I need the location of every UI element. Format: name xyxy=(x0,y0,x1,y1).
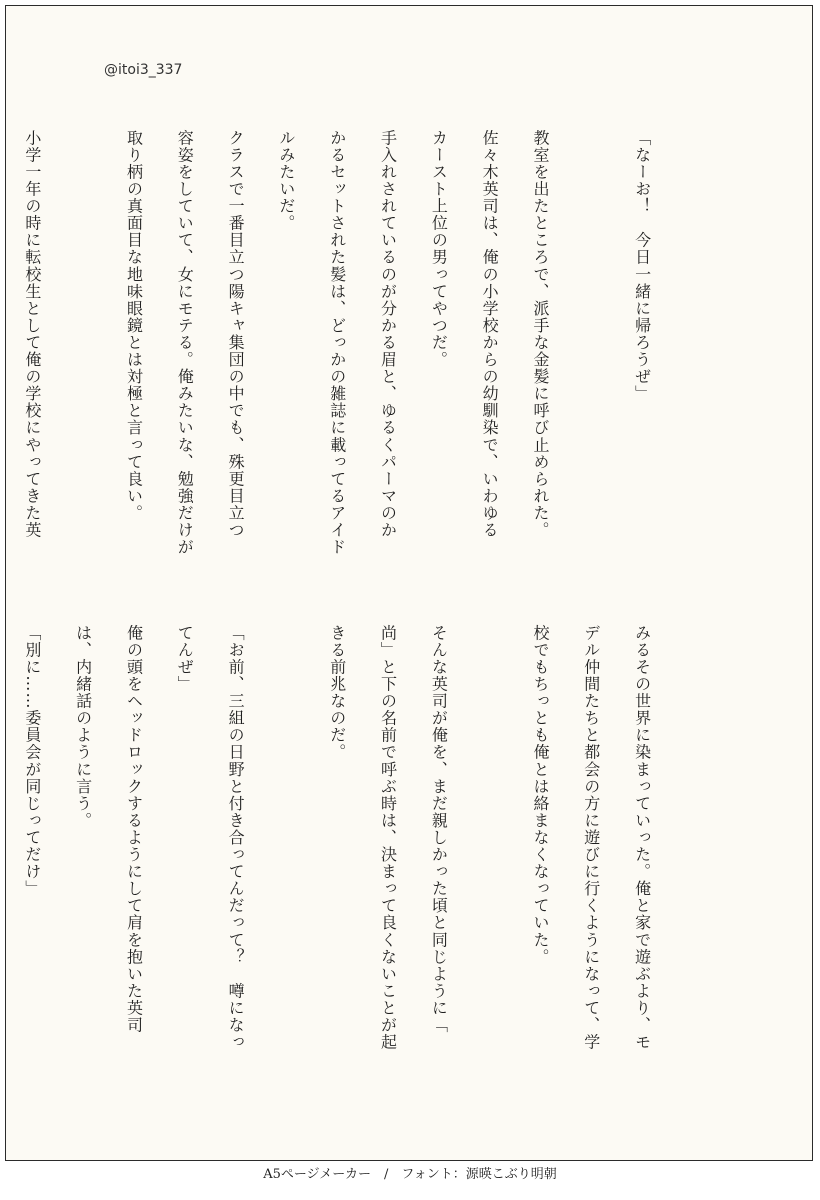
author-handle: @itoi3_337 xyxy=(104,62,183,78)
line: 「お前、三組の日野と付き合ってんだって？ 噂になっ xyxy=(226,624,246,1051)
line: デル仲間たちと都会の方に遊びに行くようになって、学 xyxy=(581,624,601,1051)
line: 手入れされているのが分かる眉と、ゆるくパーマのか xyxy=(378,129,398,539)
line: は、内緒話のように言う。 xyxy=(73,624,93,829)
line: クラスで一番目立つ陽キャ集団の中でも、殊更目立つ xyxy=(226,129,246,539)
line: 尚」と下の名前で呼ぶ時は、決まって良くないことが起 xyxy=(378,624,398,1051)
line: きる前兆なのだ。 xyxy=(327,624,347,761)
text-column-top xyxy=(0,117,680,597)
line: てんぜ」 xyxy=(175,624,195,693)
line: ルみたいだ。 xyxy=(276,129,296,232)
text-column-bottom xyxy=(0,612,680,1092)
line: みるその世界に染まっていった。俺と家で遊ぶより、モ xyxy=(632,624,652,1051)
line: 佐々木英司は、俺の小学校からの幼馴染で、いわゆる xyxy=(480,129,500,539)
line: 容姿をしていて、女にモテる。俺みたいな、勉強だけが xyxy=(175,129,195,556)
line: 「別に……委員会が同じってだけ」 xyxy=(22,624,42,898)
footer-credit: A5ページメーカー / フォント：源暎こぶり明朝 xyxy=(263,1167,557,1182)
line: かるセットされた髪は、どっかの雑誌に載ってるアイド xyxy=(327,129,347,556)
line: そんな英司が俺を、まだ親しかった頃と同じように「 xyxy=(429,624,449,1034)
line: 取り柄の真面目な地味眼鏡とは対極と言って良い。 xyxy=(124,129,144,522)
line: 俺の頭をヘッドロックするようにして肩を抱いた英司 xyxy=(124,624,144,1034)
line: カースト上位の男ってやつだ。 xyxy=(429,129,449,368)
line: 教室を出たところで、派手な金髪に呼び止められた。 xyxy=(530,129,550,539)
line: 校でもちっとも俺とは絡まなくなっていた。 xyxy=(530,624,550,966)
line: 「なーお！ 今日一緒に帰ろうぜ」 xyxy=(632,129,652,403)
line: 小学一年の時に転校生として俺の学校にやってきた英 xyxy=(22,129,42,539)
